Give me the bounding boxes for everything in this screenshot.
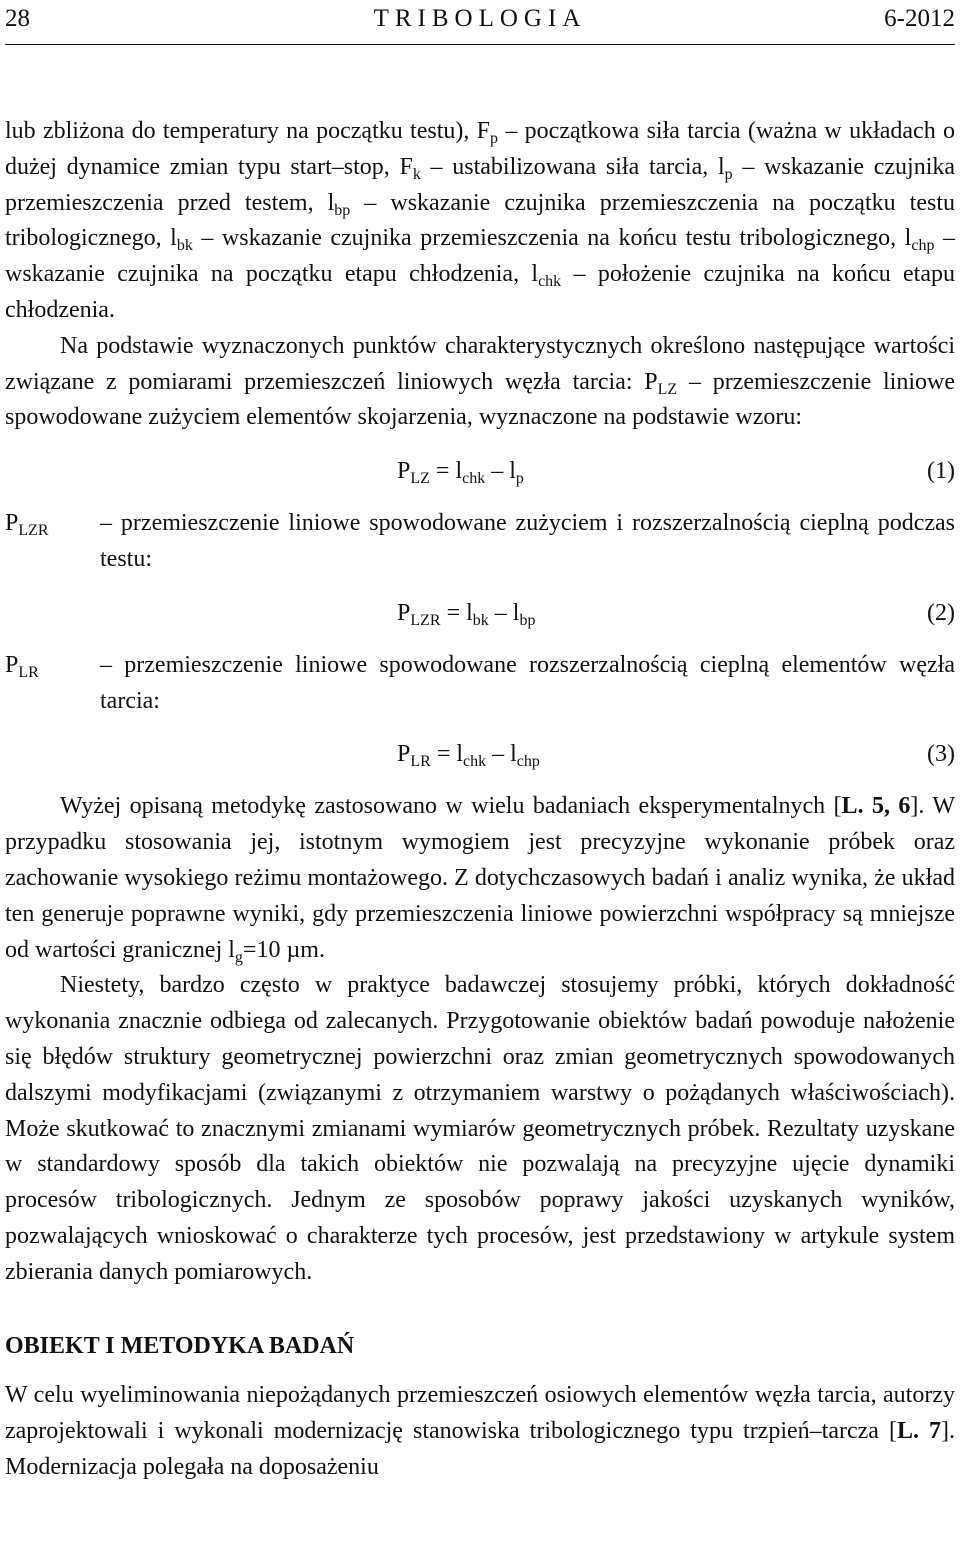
- paragraph-intro-formulas: Na podstawie wyznaczonych punktów charakterystycznych określono następujące wartości związane z pomiarami przemieszczeń liniowych węzła tarcia: $P_{LZ}$ – przemieszczenie liniowe spowodowane zużyciem elementów skojarzenia, wyznaczone na podstawie wzoru:: [5, 332, 955, 431]
- paragraph-definitions: lub zbliżona do temperatury na początku testu), $F_p$ – początkowa siła tarcia (ważna w układach o dużej dynamice zmian typu start–stop, $F_k$ – ustabilizowana siła tarcia, $l_p$ – wskazanie czujnika przemieszczenia przed testem, $l_{bp}$ – wskazanie czujnika przemieszczenia na początku testu tribologicznego, $l_{bk}$ – wskazanie czujnika przemieszczenia na końcu testu tribologicznego, $l_{chp}$ – wskazanie czujnika na początku etapu chłodzenia, $l_{chk}$ – położenie czujnika na końcu etapu chłodzenia.: [5, 118, 956, 323]
- page-body: [5, 114, 955, 1486]
- paragraph-object: W celu wyeliminowania niepożądanych przemieszczeń osiowych elementów węzła tarcia, autorzy zaprojektowali i wykonali modernizację stanowiska tribologicznego typu trzpień–tarcza [L. 7]. Modernizacja polegała na doposażeniu: [5, 1382, 955, 1480]
- paragraph-problem: Niestety, bardzo często w praktyce badawczej stosujemy próbki, których dokładność wykonania znacznie odbiega od zalecanych. Przygotowanie obiektów badań powoduje nałożenie się błędów struktury geometrycznej powierzchni oraz zmian geometrycznych spowodowanych dalszymi modyfikacjami (związanymi z otrzymaniem warstwy o pożądanych właściwościach). Może skutkować to znacznymi zmianami wymiarów geometrycznych próbek. Rezultaty uzyskane w standardowy sposób dla takich obiektów nie pozwalają na precyzyjne ujęcie dynamiki procesów tribologicznych. Jednym ze sposobów poprawy jakości uzyskanych wyników, pozwalających wnioskować o charakterze tych procesów, jest przedstawiony w artykule system zbierania danych pomiarowych.: [5, 972, 955, 1285]
- equation-2-number: (2): [927, 599, 955, 626]
- equation-1-number: (1): [927, 458, 955, 485]
- equation-3-number: (3): [927, 741, 955, 768]
- paragraph-methodology: Wyżej opisaną metodykę zastosowano w wielu badaniach eksperymentalnych [L. 5, 6]. W przypadku stosowania jej, istotnym wymogiem jest precyzyjne wykonanie próbek oraz zachowanie wysokiego reżimu montażowego. Z dotychczasowych badań i analiz wynika, że układ ten generuje poprawne wyniki, gdy przemieszczenia liniowe powierzchni współpracy są mniejsze od wartości granicznej $l_g=10$ µm.: [5, 793, 955, 966]
- equation-3: [5, 719, 955, 789]
- citation-ref: L. 7: [896, 1418, 941, 1445]
- equation-1: [5, 436, 955, 506]
- page-number: 28: [5, 5, 30, 32]
- definition-plzr-text: – przemieszczenie liniowe spowodowane zużyciem i rozszerzalnością cieplną podczas testu:: [100, 510, 955, 572]
- issue-number: 6-2012: [884, 5, 955, 32]
- equation-2-formula: $P_{LZR} = l_{bk} - l_{bp}$: [397, 599, 536, 629]
- section-heading: OBIEKT I METODYKA BADAŃ: [5, 1332, 355, 1359]
- citation-ref: L. 5, 6: [841, 793, 911, 820]
- equation-3-formula: $P_{LR} = l_{chk} - l_{chp}$: [397, 741, 540, 771]
- header-rule: [5, 44, 955, 45]
- journal-title: TRIBOLOGIA: [373, 5, 587, 32]
- definition-plr-text: – przemieszczenie liniowe spowodowane rozszerzalnością cieplną elementów węzła tarcia:: [100, 651, 955, 714]
- page-header: [5, 2, 955, 36]
- definition-plzr: [5, 506, 955, 578]
- equation-1-formula: $P_{LZ} = l_{chk} - l_p$: [397, 458, 524, 488]
- definition-plr: [5, 648, 955, 720]
- document-page: [5, 0, 955, 1564]
- definition-plzr-symbol: $P_{LZR}$: [5, 510, 49, 540]
- definition-plr-symbol: $P_{LR}$: [5, 651, 39, 681]
- equation-2: [5, 578, 955, 648]
